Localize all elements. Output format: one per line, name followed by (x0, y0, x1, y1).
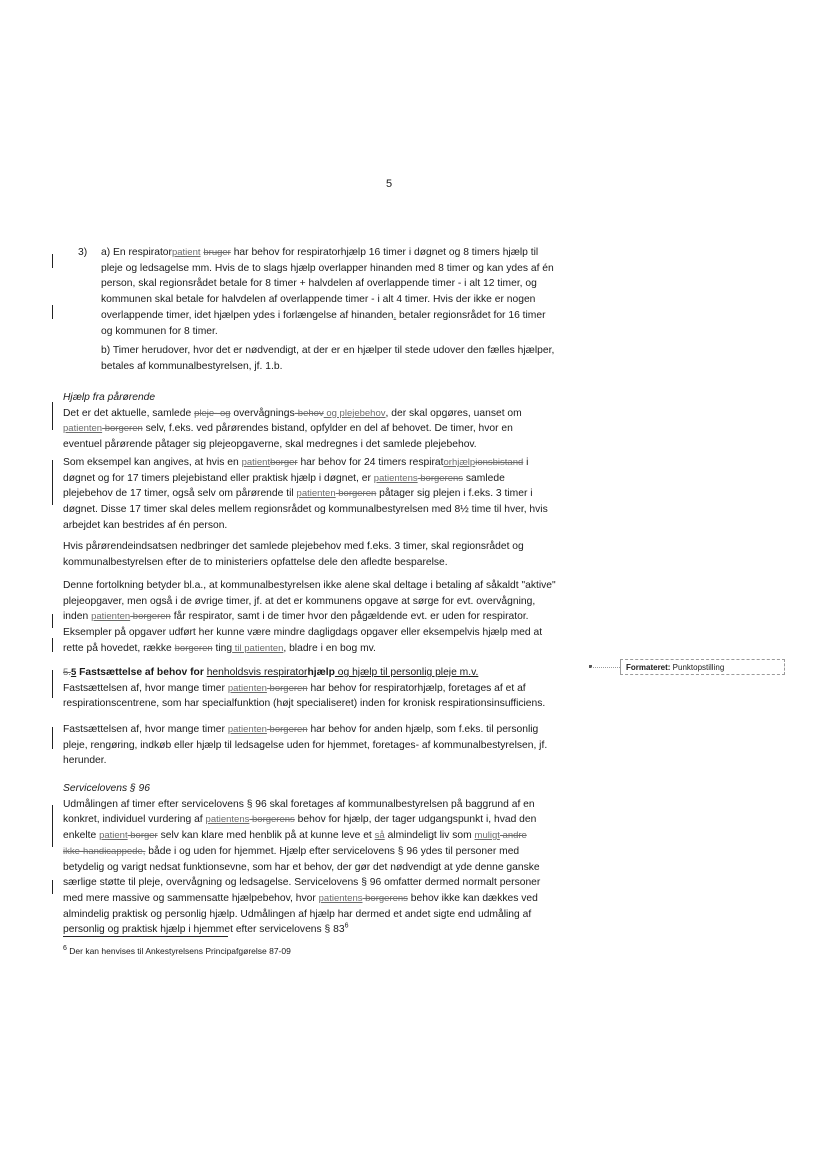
inserted-text: patienten (227, 682, 267, 694)
deleted-text: borgerens (249, 814, 295, 826)
inserted-text: patienten (91, 611, 131, 623)
item3-b-paragraph: b) Timer herudover, hvor det er nødvendigt, at der er en hjælper til stede udover den fælles hjælper, betales af kommunalbestyrelsen, jf. 1.b. (101, 345, 555, 372)
deleted-text: borgerens (362, 892, 408, 904)
deleted-text: borgeren (335, 488, 377, 500)
inserted-text: så (374, 830, 385, 842)
deleted-text: andre (499, 830, 527, 842)
footnote: $^6$ Der kan henvises til Ankestyrelsens Principafgørelse 87-09 (63, 945, 291, 956)
deleted-text: borgerens (417, 472, 464, 484)
inserted-text: og plejebehov (323, 407, 386, 419)
change-bar (52, 638, 53, 652)
footnote-separator (63, 936, 228, 937)
change-bar (52, 254, 53, 268)
item3-a-paragraph: a) En respiratorpatient bruger har behov for respiratorhjælp 16 timer i døgnet og 8 timers hjælp til pleje og ledsagelse mm. Hvis de to slags hjælp overlapper hinanden med 8 timer og kan ydes af én person, skal regionsrådet betale for 8 timer + halvdelen af overlappende timer - i alt 12 timer, og kommunen skal betale for halvdelen af overlappende timer - i alt 4 timer. Hvis der ikke er nogen overlappende timer, idet hjælpen ydes i forlængelse af hinanden, betaler regionsrådet for 16 timer og kommunen for 8 timer. (101, 247, 554, 337)
paragraph-interpretation: Denne fortolkning betyder bl.a., at kommunalbestyrelsen ikke alene skal deltage i betaling af såkaldt "aktive" plejeopgaver, men også i de øvrige timer, jf. at det er kommunens opgave at sørge for evt. overvågning, inden patienten borgeren får respirator, samt i de timer hvor den pågældende evt. er uden for respirator. Eksempler på opgaver udført her kunne være mindre dagligdags opgaver eller eksempelvis hjælp med at rette på hovedet, række borgeren ting til patienten, bladre i en bog mv. (63, 580, 556, 654)
deleted-text: ionsbistand (475, 457, 524, 468)
paragraph-other-help: Fastsættelsen af, hvor mange timer patienten borgeren har behov for anden hjælp, som f.eks. til personlig pleje, rengøring, indkøb eller hjælp til ledsagelse uden for hjemmet, foretages- af kommunalbestyrelsen, jf. herunder. (63, 724, 548, 767)
inserted-text: patient (99, 830, 128, 842)
section-paaroerende: Hjælp fra pårørende Det er det aktuelle, samlede pleje- og overvågnings-behov og plejebehov, der skal opgøres, uanset om patienten borgeren selv, f.eks. ved pårørendes bistand, opfylder en del af behovet. De timer, hvor en eventuel pårørende påtager sig plejeopgaverne, skal medregnes i det samlede plejebehov. (63, 390, 593, 453)
deleted-text: pleje- og (194, 407, 231, 419)
inserted-text: muligt (474, 830, 500, 842)
inserted-text: orhjælp (443, 457, 476, 468)
deleted-text: borger (270, 457, 298, 468)
section-heading: Hjælp fra pårørende (63, 392, 156, 403)
page-number: 5 (386, 178, 393, 190)
paragraph-reduction: Hvis pårørendeindsatsen nedbringer det samlede plejebehov med f.eks. 3 timer, skal regionsrådet og kommunalbestyrelsen efter de to ministeriers opfattelse dele den afledte besparelse. (63, 541, 524, 568)
deleted-text: bruger (203, 247, 231, 258)
change-bar (52, 614, 53, 628)
section-heading: 5.5 Fastsættelse af behov for henholdsvis respiratorhjælp og hjælp til personlig pleje m.v. (63, 667, 479, 678)
formatting-comment-balloon[interactable]: Formateret: Punktopstilling (620, 659, 785, 675)
inserted-text: patienten (296, 488, 336, 500)
list-number: 3) (78, 247, 88, 258)
deleted-text: borgeren (266, 724, 308, 735)
inserted-text: patient (171, 247, 201, 258)
inserted-text: patient (241, 457, 271, 468)
inserted-text: , (393, 309, 397, 321)
inserted-text: patientens (373, 472, 418, 484)
inserted-text: 5 (70, 667, 77, 678)
change-bar (52, 305, 53, 319)
section-servicelov-96: Servicelovens § 96 Udmålingen af timer efter servicelovens § 96 skal foretages af kommunalbestyrelsen på baggrund af en konkret, individuel vurdering af patientens borgerens behov for hjælp, der tager udgangspunkt i, hvad den enkelte patient borger selv kan klare med henblik på at kunne leve et så almindeligt liv som muligt andre ikke-handicappede, både i og uden for hjemmet. Hjælp efter servicelovens § 96 ydes til personer med betydelig og varigt nedsat funktionsevne, som har et behov, der gør det nødvendigt at yde denne ganske særlige støtte til pleje, overvågning og ledsagelse. Servicelovens § 96 omfatter dermed normalt personer med mere massive og sammensatte hjælpebehov, hvor patientens borgerens behov ikke kan dækkes ved almindelig praktisk og personlig hjælp. Udmålingen af hjælp har dermed et andet sigte end udmåling af personlig og praktisk hjælp i hjemmet efter servicelovens § $83^6$ (63, 781, 593, 938)
section-fastsaettelse: 5.5 Fastsættelse af behov for henholdsvis respiratorhjælp og hjælp til personlig pleje m.v. Fastsættelsen af, hvor mange timer patienten borgeren har behov for respiratorhjælp, foretages af et af respirationscentrene, som har specialfunktion (højt specialiseret) inden for kronisk respirationsinsufficiens. (63, 665, 593, 712)
deleted-text: borgeren (130, 611, 171, 623)
paragraph-example: Som eksempel kan angives, at hvis en patientborger har behov for 24 timers respiratorhjælpionsbistand i døgnet og for 17 timers plejebistand eller praktisk hjælp i døgnet, er patientens borgerens samlede plejebehov de 17 timer, også selv om pårørende til patienten borgeren påtager sig plejen i f.eks. 3 timer i døgnet. Disse 17 timer skal deles mellem regionsrådet og kommunalbestyrelsen med 8½ time til hver, hvis arbejdet kan bestrides af én person. (63, 457, 548, 531)
change-bar (52, 460, 53, 505)
deleted-text: borger (127, 830, 158, 842)
deleted-text: borgeren (174, 642, 213, 654)
inserted-text: til patienten (232, 642, 284, 654)
change-bar (52, 670, 53, 698)
footnote-reference[interactable]: 6 (344, 922, 349, 930)
section-heading: Servicelovens § 96 (63, 783, 151, 794)
footnote-number: 6 (63, 945, 67, 953)
list-item-3 (78, 245, 87, 261)
deleted-text: -behov (294, 407, 324, 419)
change-bar (52, 727, 53, 749)
inserted-text: patientens (318, 892, 363, 904)
inserted-text: patienten (227, 724, 267, 735)
deleted-text: ikke-handicappede, (63, 845, 146, 857)
deleted-text: 5. (63, 667, 71, 678)
comment-connector-line (591, 667, 620, 668)
inserted-text: patienten (63, 423, 103, 435)
deleted-text: borgeren (266, 682, 308, 694)
change-bar (52, 805, 53, 847)
inserted-text: patientens (205, 814, 250, 826)
deleted-text: borgeren (102, 423, 143, 435)
change-bar (52, 402, 53, 430)
change-bar (52, 880, 53, 894)
